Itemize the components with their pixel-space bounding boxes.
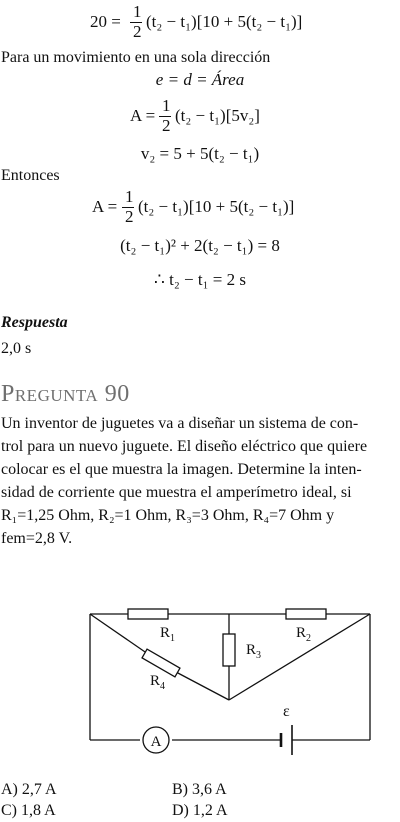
option-d-text: 1,2 A <box>192 802 228 819</box>
option-c-text: 1,8 A <box>21 802 56 819</box>
ammeter-label: A <box>150 734 162 750</box>
eq3-frac-den: 2 <box>162 116 171 135</box>
question-line-2: trol para un nuevo juguete. El diseño eléctrico que quiere <box>1 438 368 455</box>
question-line-4: sidad de corriente que muestra el amperímetro ideal, si <box>1 484 352 501</box>
question-line-3: colocar es el que muestra la imagen. Determine la inten- <box>1 461 362 478</box>
equation-4: v₂ = 5 + 5(t₂ − t₁) <box>140 144 260 163</box>
option-b[interactable] <box>172 780 227 800</box>
option-c[interactable] <box>1 801 56 821</box>
option-b-key: B) <box>172 781 188 798</box>
option-d[interactable] <box>172 801 228 821</box>
eq1-frac-num: 1 <box>133 2 142 21</box>
eq1-rest: (t₂ − t₁)[10 + 5(t₂ − t₁)] <box>146 12 303 31</box>
question-line-5: R₁=1,25 Ohm, R₂=1 Ohm, R₃=3 Ohm, R₄=7 Ohm y <box>1 507 335 524</box>
eq1-frac-den: 2 <box>133 22 142 41</box>
question-title: Pregunta 90 <box>1 381 130 407</box>
derivation-text-2: Entonces <box>1 167 60 184</box>
question-line-6: fem=2,8 V. <box>1 530 73 547</box>
answer-label: Respuesta <box>1 314 68 331</box>
option-b-text: 3,6 A <box>192 781 227 798</box>
option-a-key: A) <box>1 781 18 798</box>
eq3-lhs: A = <box>130 106 156 125</box>
resistor-r1 <box>128 609 168 619</box>
eq5-lhs: A = <box>92 197 118 216</box>
eq3-rest: (t₂ − t₁)[5v₂] <box>175 106 260 125</box>
circuit-diagram <box>0 590 400 765</box>
emf-label: ε <box>283 703 290 720</box>
r1-label: $R_1$ <box>160 625 176 644</box>
equation-7: ∴ t₂ − t₁ = 2 s <box>154 270 246 289</box>
option-c-key: C) <box>1 802 17 819</box>
eq1-lhs: 20 = <box>90 12 121 31</box>
resistor-r2 <box>286 609 326 619</box>
resistor-r4 <box>142 649 180 677</box>
equation-6: (t₂ − t₁)² + 2(t₂ − t₁) = 8 <box>120 236 280 255</box>
eq5-frac-num: 1 <box>125 187 134 206</box>
derivation-text-1: Para un movimiento en una sola dirección <box>1 49 271 66</box>
equation-2: e = d = Área <box>155 70 245 89</box>
eq5-rest: (t₂ − t₁)[10 + 5(t₂ − t₁)] <box>138 197 295 216</box>
r3-label: $R_3$ <box>246 642 262 661</box>
option-d-key: D) <box>172 802 189 819</box>
question-line-1: Un inventor de juguetes va a diseñar un sistema de con- <box>1 415 359 432</box>
r4-label: $R_4$ <box>150 673 166 692</box>
resistor-r3 <box>223 634 235 666</box>
eq5-frac-den: 2 <box>125 207 134 226</box>
option-a[interactable] <box>1 780 57 800</box>
eq3-frac-num: 1 <box>162 96 171 115</box>
r2-label: $R_2$ <box>296 625 312 644</box>
answer-value: 2,0 s <box>1 340 32 357</box>
option-a-text: 2,7 A <box>21 781 57 798</box>
